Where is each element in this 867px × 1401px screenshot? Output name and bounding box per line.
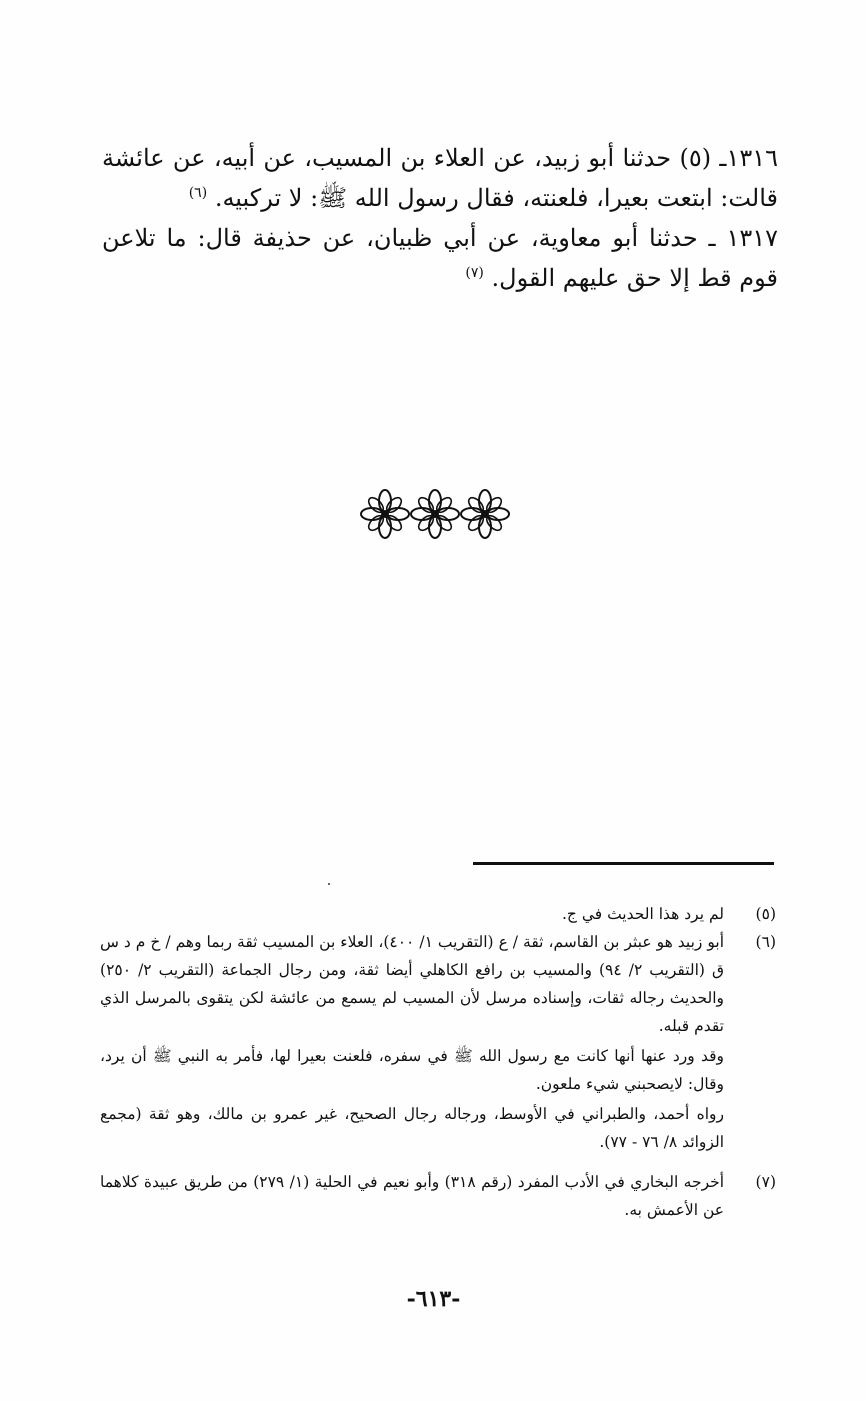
footnote-separator [473, 862, 774, 865]
hadith-1316 [102, 138, 778, 218]
footnote-6 [100, 928, 776, 1158]
footnote-text: أبو زبيد هو عبثر بن القاسم، ثقة / ع (التقريب ١/ ٤٠٠)، العلاء بن المسيب ثقة ربما وهم / خ م د س ق (التقريب ٢/ ٩٤) والمسيب بن رافع الكاهلي أيضا ثقة، ومن رجال الجماعة (التقريب ٢/ ٢٥٠) والحديث رجاله ثقات، وإسناده مرسل لأن المسيب لم يسمع من عائشة لكن يتقوى بالمرسل الذي تقدم قبله. [100, 933, 725, 1035]
footnote-text: أخرجه البخاري في الأدب المفرد (رقم ٣١٨) وأبو نعيم في الحلية (١/ ٢٧٩) من طريق عبيدة كلاهما عن الأعمش به. [100, 1173, 725, 1219]
hadith-1317 [102, 218, 778, 298]
footnote-text: رواه أحمد، والطبراني في الأوسط، ورجاله رجال الصحيح، غير عمرو بن مالك، وهو ثقة (مجمع الزوائد ٨/ ٧٦ - ٧٧). [100, 1105, 724, 1151]
page-number: -٦١٣- [406, 1286, 461, 1312]
flower-icon [461, 490, 509, 538]
footnote-7 [100, 1168, 776, 1224]
floral-ornament [357, 486, 513, 542]
hadith-text: ١٣١٧ ـ حدثنا أبو معاوية، عن أبي ظبيان، عن حذيفة قال: ما تلاعن قوم قط إلا حق عليهم القول. [102, 224, 778, 292]
print-speck [328, 883, 330, 885]
flower-icon [361, 490, 409, 538]
footnote-text: لم يرد هذا الحديث في ج. [561, 905, 724, 923]
footnote-text: وقد ورد عنها أنها كانت مع رسول الله ﷺ في سفره، فلعنت بعيرا لها، فأمر به النبي ﷺ أن يرد، وقال: لايصحبني شيء ملعون. [100, 1047, 724, 1093]
footnote-number: (٧) [755, 1173, 776, 1191]
hadith-text: ١٣١٦ـ (٥) حدثنا أبو زبيد، عن العلاء بن المسيب، عن أبيه، عن عائشة قالت: ابتعت بعيرا، فلعنته، فقال رسول الله ﷺ: لا تركبيه. [102, 144, 778, 212]
flower-icon [411, 490, 459, 538]
footnote-5 [100, 900, 776, 928]
footnote-number: (٥) [755, 905, 776, 923]
footnote-ref: (٦) [188, 185, 208, 201]
footnote-number: (٦) [755, 933, 776, 951]
footnote-ref: (٧) [465, 265, 484, 281]
